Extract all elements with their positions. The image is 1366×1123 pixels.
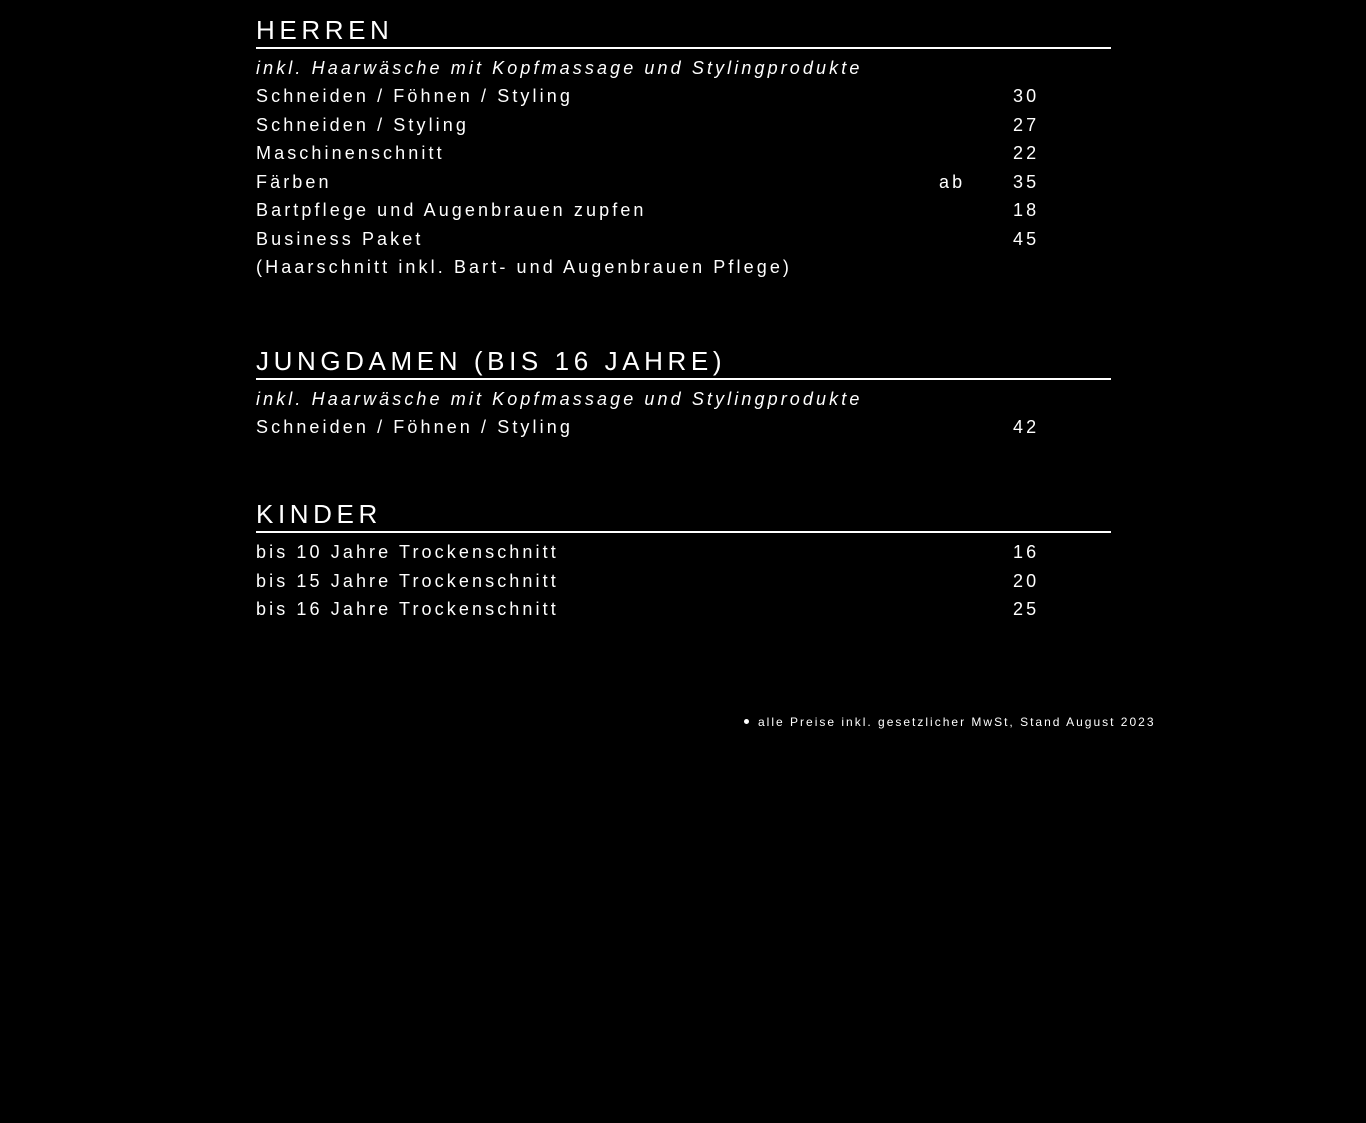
service-label: Schneiden / Styling	[256, 114, 469, 135]
section-subtitle-jungdamen: inkl. Haarwäsche mit Kopfmassage und Stylingprodukte	[256, 389, 863, 409]
service-price: 42	[1013, 417, 1040, 437]
price-row-schneiden-styling	[256, 111, 1111, 140]
service-price: 27	[1013, 114, 1040, 135]
service-label: Färben	[256, 171, 332, 192]
price-row-bartpflege	[256, 196, 1111, 225]
service-price: 20	[1013, 570, 1040, 591]
service-price: 35	[1013, 171, 1040, 192]
business-paket-note: (Haarschnitt inkl. Bart- und Augenbrauen Pflege)	[256, 257, 793, 277]
service-price: 18	[1013, 200, 1040, 220]
section-subtitle-herren: inkl. Haarwäsche mit Kopfmassage und Stylingprodukte	[256, 58, 863, 78]
price-row-maschinenschnitt	[256, 139, 1111, 168]
service-price: 25	[1013, 599, 1040, 619]
service-label: Business Paket	[256, 228, 424, 249]
price-row-jungdamen-schneiden	[256, 413, 1111, 442]
price-prefix: ab	[939, 171, 966, 192]
section-title-herren: HERREN	[256, 15, 394, 45]
service-label: bis 16 Jahre Trockenschnitt	[256, 599, 559, 619]
section-divider	[256, 531, 1111, 533]
section-herren	[256, 15, 1111, 281]
service-label: Maschinenschnitt	[256, 143, 445, 163]
service-label: Bartpflege und Augenbrauen zupfen	[256, 200, 647, 220]
section-title-kinder: KINDER	[256, 499, 382, 529]
section-divider	[256, 378, 1111, 380]
price-row-kinder-16	[256, 595, 1111, 624]
section-jungdamen	[256, 346, 1111, 442]
service-label: Schneiden / Föhnen / Styling	[256, 86, 573, 106]
service-label: bis 15 Jahre Trockenschnitt	[256, 570, 559, 591]
service-label: bis 10 Jahre Trockenschnitt	[256, 542, 559, 562]
service-label: Schneiden / Föhnen / Styling	[256, 417, 573, 437]
price-row-faerben	[256, 168, 1111, 197]
section-kinder	[256, 499, 1111, 624]
section-title-jungdamen: JUNGDAMEN (BIS 16 JAHRE)	[256, 346, 727, 376]
bullet-icon	[744, 719, 749, 724]
section-divider	[256, 47, 1111, 49]
service-price: 16	[1013, 542, 1040, 562]
service-price: 22	[1013, 143, 1040, 163]
footnote-text: alle Preise inkl. gesetzlicher MwSt, Stand August 2023	[758, 715, 1156, 729]
price-footnote	[744, 712, 1156, 732]
price-row-business-paket	[256, 225, 1111, 254]
price-row-kinder-10	[256, 538, 1111, 567]
price-row-schneiden-foehnen-styling	[256, 82, 1111, 111]
service-price: 30	[1013, 86, 1040, 106]
service-price: 45	[1013, 228, 1040, 249]
price-row-kinder-15	[256, 567, 1111, 596]
